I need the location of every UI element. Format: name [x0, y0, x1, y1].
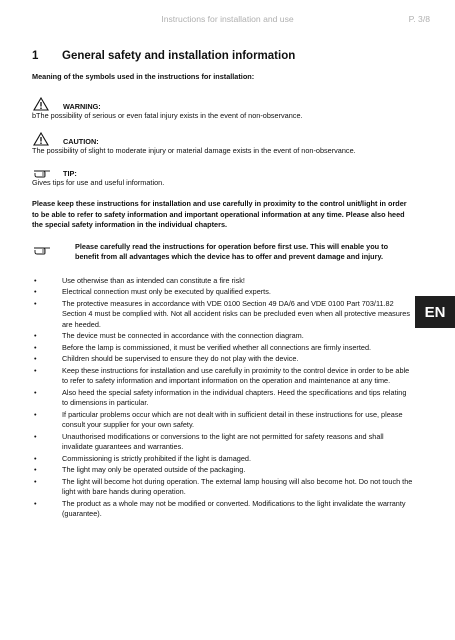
list-item: [32, 299, 413, 331]
tip-block: [32, 168, 413, 189]
bullet-text: If particular problems occur which are not dealt with in sufficient detail in these instructions for use, please consult your supplier for your own safety.: [62, 409, 403, 429]
list-item: [32, 331, 413, 342]
bullet-dot: •: [34, 387, 37, 397]
bullet-dot: •: [34, 498, 37, 508]
bullet-text: The product as a whole may not be modified or converted. Modifications to the light invalidate the warranty (guarantee).: [62, 498, 406, 518]
caution-block: [32, 132, 413, 157]
list-item: [32, 354, 413, 365]
list-item: [32, 366, 413, 387]
tip-text: Gives tips for use and useful information.: [32, 177, 165, 187]
list-item: [32, 388, 413, 409]
caution-text: The possibility of slight to moderate injury or material damage exists in the event of non-observance.: [32, 146, 356, 155]
read-instructions-note: [32, 242, 413, 263]
warning-label: WARNING:: [63, 101, 101, 111]
bullet-dot: •: [34, 409, 37, 419]
list-item: [32, 454, 413, 465]
bullet-dot: •: [34, 365, 37, 375]
bullet-text: Keep these instructions for installation and use carefully in proximity to the control device in order to be able to refer to safety information and important information on the operation and maintenance at any time.: [62, 365, 410, 385]
section-heading: [32, 50, 413, 62]
bullet-dot: •: [34, 275, 37, 285]
bullet-dot: •: [34, 354, 37, 363]
bullet-text: Commissioning is strictly prohibited if the light is damaged.: [62, 453, 251, 463]
language-tab: EN: [415, 296, 455, 328]
page-number: P. 3/8: [408, 14, 430, 24]
section-title: General safety and installation information: [62, 50, 296, 62]
list-item: [32, 499, 413, 520]
list-item: [32, 410, 413, 431]
warning-triangle-icon: [32, 97, 63, 111]
list-item: [32, 276, 413, 287]
bullet-text: Electrical connection must only be executed by qualified experts.: [62, 287, 271, 296]
bullet-dot: •: [34, 298, 37, 308]
bullet-dot: •: [34, 331, 37, 340]
warning-text: bThe possibility of serious or even fatal injury exists in the event of non-observance.: [32, 110, 303, 120]
bullet-text: The light will become hot during operation. The external lamp housing will also become hot. Do not touch the light with bare hands during operation.: [62, 476, 413, 496]
symbols-intro: Meaning of the symbols used in the instructions for installation:: [32, 72, 255, 81]
bullet-text: Use otherwise than as intended can constitute a fire risk!: [62, 275, 245, 285]
caution-label: CAUTION:: [63, 137, 99, 146]
bullet-text: The light may only be operated outside of the packaging.: [62, 465, 246, 474]
list-item: [32, 343, 413, 354]
document-title: Instructions for installation and use: [161, 14, 294, 24]
safety-notice: Please keep these instructions for installation and use carefully in proximity to the control unit/light in order to be able to refer to safety information and important operational information at any time. Please also heed the special safety information in the individual chapters.: [32, 199, 407, 229]
bullet-text: Before the lamp is commissioned, it must be verified whether all connections are firmly inserted.: [62, 342, 372, 352]
bullet-text: The protective measures in accordance with VDE 0100 Section 49 DA/6 and VDE 0100 Part 703/11.82 Section 4 must be complied with. Not all accident risks can be precluded even when all protective measures are heeded.: [62, 298, 410, 329]
section-number: 1: [32, 50, 39, 62]
list-item: [32, 287, 413, 298]
bullet-text: Unauthorised modifications or conversions to the light are not permitted for safety reasons and shall invalidate guarantees and warranties.: [62, 431, 384, 451]
page-content: [32, 50, 413, 521]
bullet-text: Children should be supervised to ensure they do not play with the device.: [62, 354, 299, 363]
bullet-dot: •: [34, 287, 37, 296]
list-item: [32, 432, 413, 453]
bullet-text: Also heed the special safety information in the individual chapters. Heed the specifications and tips relating to dimensions in particular.: [62, 387, 407, 407]
bullet-dot: •: [34, 431, 37, 441]
safety-bullet-list: [32, 276, 413, 520]
warning-block: [32, 97, 413, 122]
bullet-dot: •: [34, 453, 37, 463]
bullet-text: The device must be connected in accordance with the connection diagram.: [62, 331, 304, 340]
bullet-dot: •: [34, 342, 37, 352]
read-instructions-text: Please carefully read the instructions for operation before first use. This will enable you to benefit from all advantages which the device has to offer and prevent damage and injury.: [75, 241, 389, 261]
list-item: [32, 465, 413, 476]
bullet-dot: •: [34, 465, 37, 474]
caution-triangle-icon: [32, 132, 63, 146]
list-item: [32, 477, 413, 498]
pointing-hand-icon: [32, 168, 63, 178]
bullet-dot: •: [34, 476, 37, 486]
page-header: [0, 14, 455, 26]
tip-label: TIP:: [63, 168, 77, 178]
pointing-hand-icon: [32, 242, 75, 263]
